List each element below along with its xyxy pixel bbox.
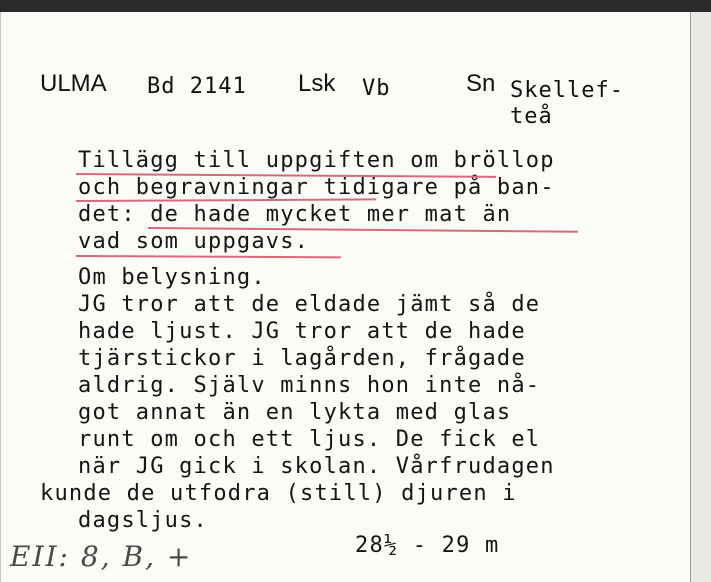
classification-code: EII: 8, B, + [10,540,193,573]
county-value: Vb [362,76,391,101]
parish-value-line1: Skellef- [510,78,624,103]
county-label: Lsk [298,70,336,97]
addition-line-2: och begravningar tidigare på ban- [78,175,555,200]
archive-name: ULMA [40,70,107,97]
parish-label: Sn [466,70,496,97]
lighting-line-4: tjärstickor i lagården, frågade [78,346,526,371]
lighting-line-3: hade ljust. JG tror att de hade [78,319,526,344]
lighting-line-9: kunde de utfodra (still) djuren i [40,481,517,506]
lighting-line-2: JG tror att de eldade jämt så de [78,292,541,317]
addition-line-1: Tillägg till uppgiften om bröllop [78,148,555,173]
lighting-line-10: dagsljus. [78,508,209,533]
lighting-line-7: runt om och ett ljus. De fick el [78,427,541,452]
lighting-line-5: aldrig. Själv minns hon inte nå- [78,373,541,398]
scan-top-border [0,0,711,12]
lighting-line-8: när JG gick i skolan. Vårfrudagen [78,454,555,479]
card-right-edge [690,12,711,582]
volume-number: Bd 2141 [147,74,247,99]
addition-line-3: det: de hade mycket mer mat än [78,202,512,227]
lighting-line-6: got annat än en lykta med glas [78,400,512,425]
lighting-line-1: Om belysning. [78,265,266,290]
parish-value-line2: teå [510,104,553,129]
addition-line-4: vad som uppgavs. [78,229,310,254]
measurement-range: 28½ - 29 m [355,533,500,558]
